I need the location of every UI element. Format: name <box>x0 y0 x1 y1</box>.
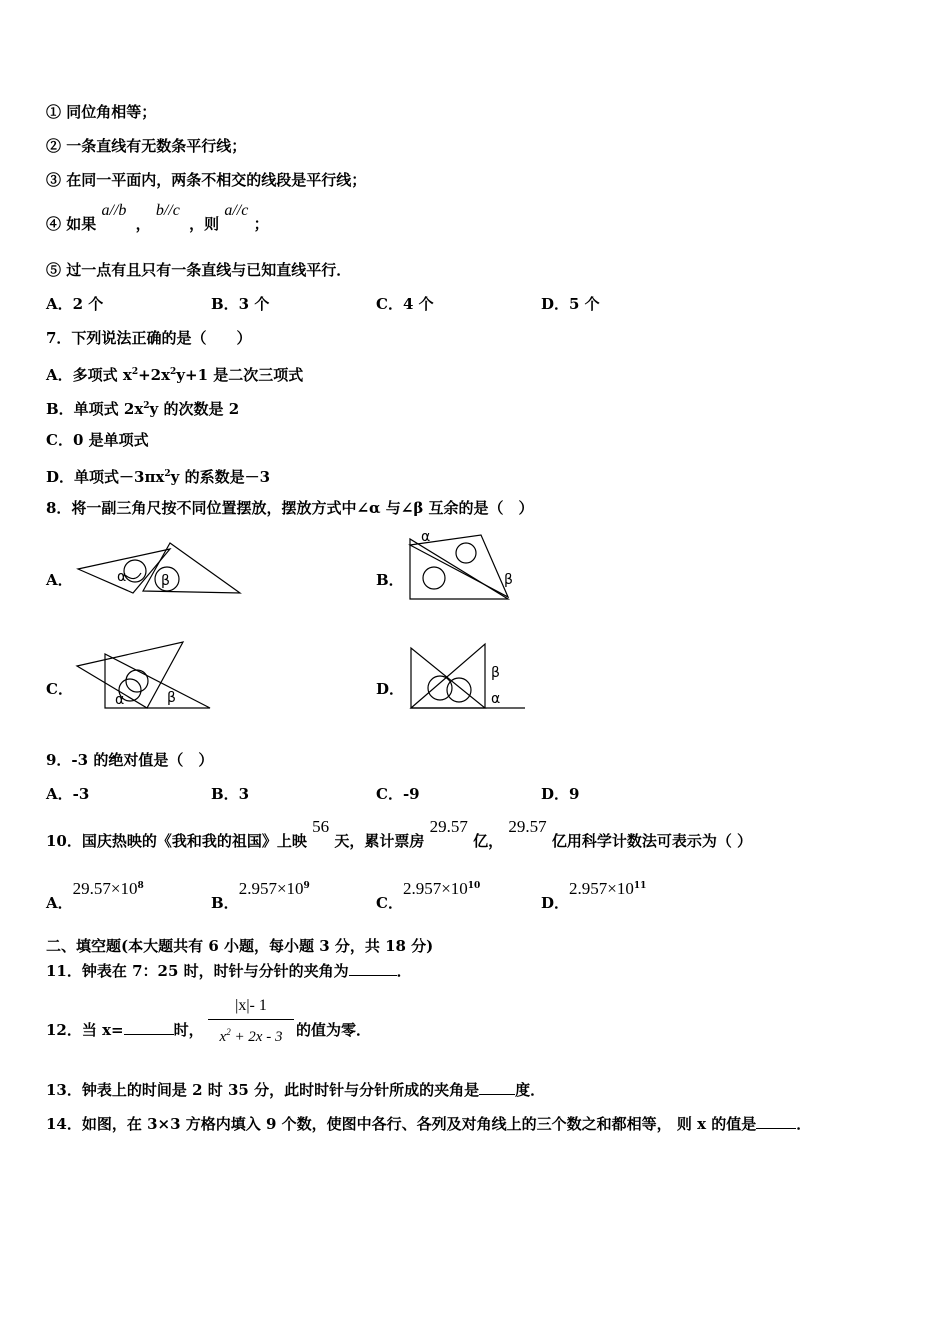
fraction-numerator: |x|- 1 <box>235 997 267 1014</box>
beta-label: β <box>161 573 170 589</box>
q7-option-b <box>46 396 239 419</box>
q6-statement-3: ③ 在同一平面内，两条不相交的线段是平行线； <box>46 171 367 189</box>
circle-shape <box>423 567 445 589</box>
q10-part: 10．国庆热映的《我和我的祖国》上映 <box>46 832 307 850</box>
alpha-label: α <box>117 569 127 585</box>
fraction-bar <box>208 1019 294 1020</box>
q6-s4-end: ； <box>253 215 269 233</box>
section-2-heading: 二、填空题(本大题共有 6 小题，每小题 3 分，共 18 分) <box>46 937 434 955</box>
q7-a-part: y+1 是二次三项式 <box>176 366 304 384</box>
option-label: D． <box>541 894 570 912</box>
alpha-label: α <box>491 691 501 707</box>
q7-b-part: y 的次数是 2 <box>149 400 240 418</box>
q7-d-part: y 的系数是－3 <box>170 468 271 486</box>
fraction-denominator <box>208 1022 294 1045</box>
q10-part: 亿， <box>473 832 504 850</box>
q13-end: 度． <box>515 1081 546 1099</box>
q6-statement-5: ⑤ 过一点有且只有一条直线与已知直线平行． <box>46 261 352 279</box>
q12-text: 12．当 x= <box>46 1021 124 1039</box>
q14-stem <box>46 1114 811 1134</box>
q8-label-d: D． <box>376 680 405 698</box>
q7-option-a <box>46 362 303 385</box>
option-exponent: 9 <box>303 881 310 891</box>
option-exponent: 8 <box>137 881 144 891</box>
q7-d-part: D．单项式－3πx <box>46 468 165 486</box>
option-label: A． <box>46 894 73 912</box>
denominator-part: + 2x - 3 <box>230 1029 283 1045</box>
q6-statement-1: ① 同位角相等； <box>46 103 157 121</box>
q12-stem <box>46 1020 204 1040</box>
triangle-shape <box>410 539 508 599</box>
beta-label: β <box>167 690 176 706</box>
q12-tail: 的值为零． <box>296 1021 372 1039</box>
q7-a-exp: 2 <box>170 367 177 377</box>
option-value: 29.57×10 <box>72 879 138 898</box>
q7-b-part: B．单项式 2x <box>46 400 144 418</box>
q13-text: 13．钟表上的时间是 2 时 35 分，此时时针与分针所成的夹角是 <box>46 1081 480 1099</box>
q10-number: 56 <box>312 817 330 836</box>
denominator-exponent: 2 <box>226 1027 231 1037</box>
q7-option-c: C．0 是单项式 <box>46 431 149 449</box>
q8-label-b: B． <box>376 571 404 589</box>
option-value: 2.957×10 <box>569 879 634 898</box>
q12-text: 时， <box>173 1021 204 1039</box>
beta-label: β <box>491 665 500 681</box>
q9-option-d: D．9 <box>541 785 580 803</box>
q8-label-c: C． <box>46 680 73 698</box>
answer-blank[interactable] <box>479 1080 515 1095</box>
q12-fraction <box>208 995 294 1045</box>
q6-option-c: C．4 个 <box>376 295 434 313</box>
q14-text: 14．如图，在 3×3 方格内填入 9 个数，使图中各行、各列及对角线上的三个数之和都相等， 则 x 的值是 <box>46 1115 757 1133</box>
circle-shape <box>447 678 471 702</box>
q6-s4-sep-2: ，则 <box>189 215 220 233</box>
q7-a-exp: 2 <box>131 367 139 377</box>
q10-number: 29.57 <box>508 817 547 836</box>
answer-blank[interactable] <box>124 1020 174 1035</box>
angle-arc <box>125 573 141 579</box>
q6-s4-math-1: a//b <box>101 202 127 219</box>
q6-s4-sep-1: ， <box>135 215 151 233</box>
q7-option-d <box>46 464 270 487</box>
q6-statement-2: ② 一条直线有无数条平行线； <box>46 137 247 155</box>
q6-option-d: D．5 个 <box>541 295 600 313</box>
answer-blank[interactable] <box>756 1114 796 1129</box>
beta-label: β <box>504 572 513 588</box>
q6-statement-4 <box>46 202 269 235</box>
alpha-label: α <box>421 529 431 545</box>
q9-stem: 9．-3 的绝对值是（ ） <box>46 751 214 769</box>
q8-stem: 8．将一副三角尺按不同位置摆放，摆放方式中∠α 与∠β 互余的是（ ） <box>46 499 534 517</box>
option-label: B． <box>211 894 239 912</box>
option-exponent: 10 <box>467 881 481 891</box>
q7-d-exp: 2 <box>164 469 171 479</box>
q10-part: 天，累计票房 <box>334 832 425 850</box>
q6-option-a: A．2 个 <box>46 295 104 313</box>
q8-label-a: A． <box>46 571 73 589</box>
q8-figure-d <box>405 640 530 715</box>
q7-a-part: A．多项式 x <box>46 366 132 384</box>
q9-option-b: B．3 <box>211 785 250 803</box>
q9-option-a: A．-3 <box>46 785 90 803</box>
q7-stem: 7．下列说法正确的是（ ） <box>46 329 252 347</box>
q6-s4-prefix: ④ 如果 <box>46 215 97 233</box>
answer-blank[interactable] <box>349 961 397 976</box>
q10-stem <box>46 817 753 851</box>
denominator-part: x <box>219 1029 227 1045</box>
q6-s4-math-2: b//c <box>155 202 180 219</box>
q10-part: 亿用科学计数法可表示为（ ） <box>551 832 753 850</box>
q8-figure-b <box>405 527 525 603</box>
option-label: C． <box>376 894 403 912</box>
q11-end: ． <box>396 962 412 980</box>
option-exponent: 11 <box>633 881 647 891</box>
q6-option-b: B．3 个 <box>211 295 270 313</box>
q14-end: ． <box>796 1115 812 1133</box>
q13-stem <box>46 1080 545 1100</box>
q11-text: 11．钟表在 7：25 时，时针与分针的夹角为 <box>46 962 349 980</box>
q8-figure-a <box>75 535 245 600</box>
q10-number: 29.57 <box>429 817 468 836</box>
q8-figure-c <box>75 638 215 713</box>
alpha-label: α <box>115 692 125 708</box>
option-value: 2.957×10 <box>402 879 468 898</box>
circle-shape <box>456 543 476 563</box>
q7-a-part: +2x <box>138 366 171 384</box>
option-value: 2.957×10 <box>238 879 304 898</box>
q9-option-c: C．-9 <box>376 785 420 803</box>
q11-stem <box>46 961 412 981</box>
q7-b-exp: 2 <box>143 401 150 411</box>
q6-s4-math-3: a//c <box>224 202 249 219</box>
